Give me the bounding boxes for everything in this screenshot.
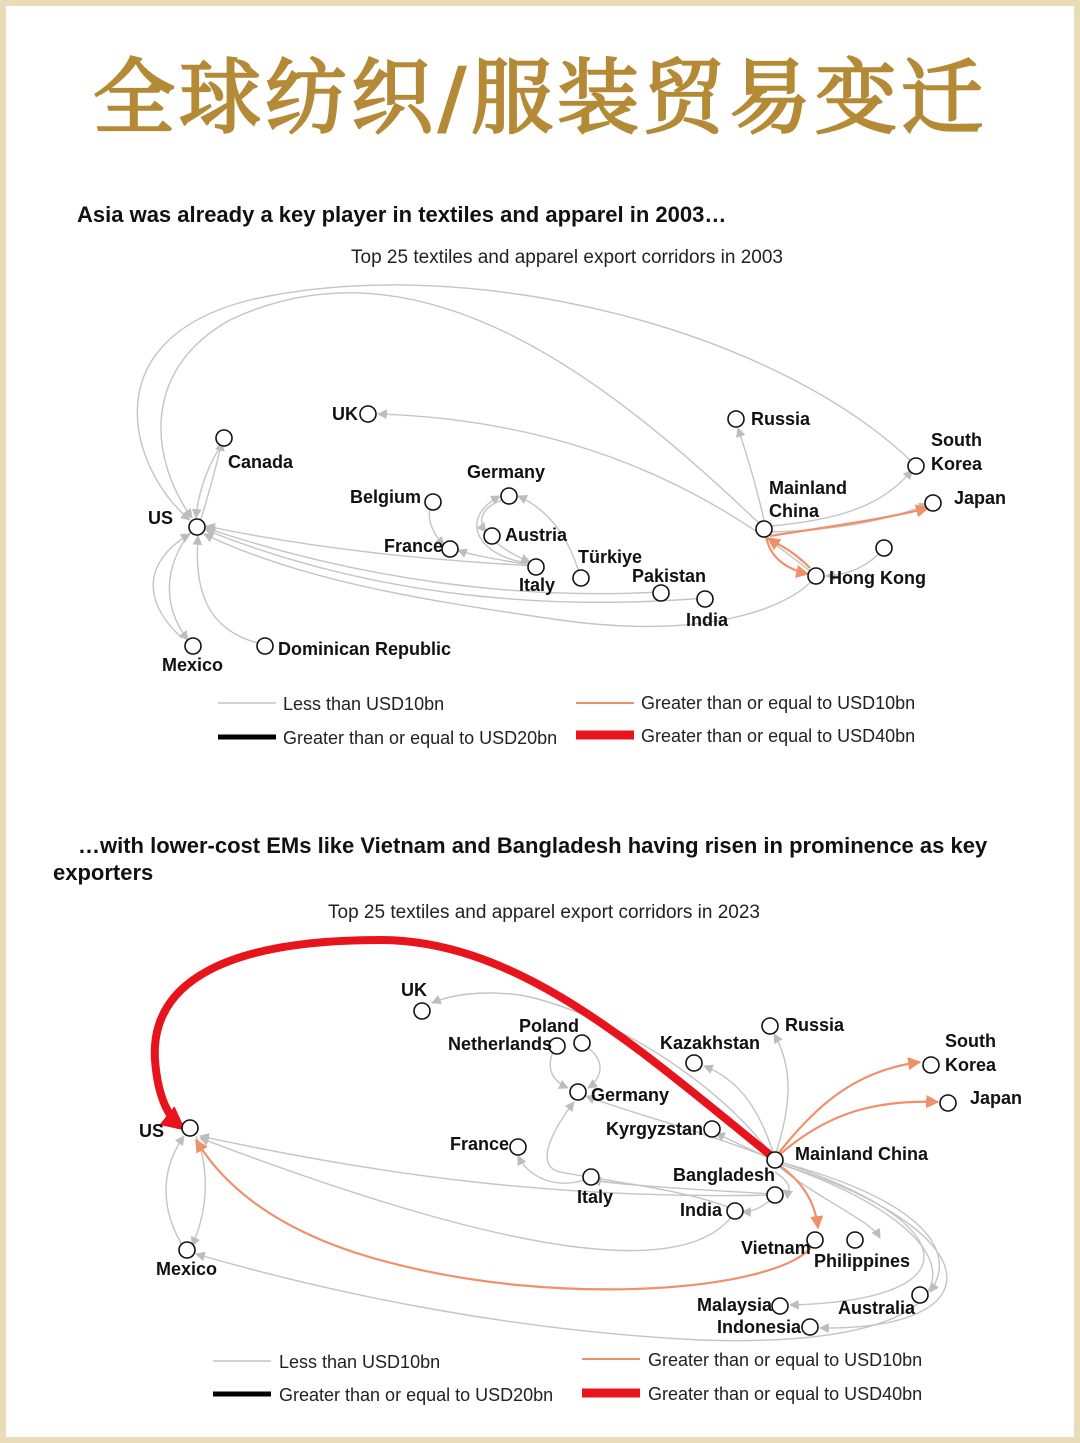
label-malaysia: Malaysia [697,1295,773,1315]
node-indonesia [802,1319,818,1335]
node-germany [570,1084,586,1100]
label-japan: Japan [954,488,1007,508]
node-unlabelled-2003 [876,540,892,556]
diagram-2023 [139,902,1022,1405]
corridor-china-us-upper [161,293,764,528]
label-dominican-republic: Dominican Republic [278,639,452,659]
node-japan [925,495,941,511]
node-mainland-china [756,521,772,537]
legend-ge20: Greater than or equal to USD20bn [283,728,558,748]
subtitle-2003: Top 25 textiles and apparel export corridors in 2003 [351,247,783,268]
label-uk: UK [401,980,427,1000]
legend-lt10: Less than USD10bn [279,1352,441,1372]
label-bangladesh: Bangladesh [673,1165,776,1185]
label-france: France [450,1134,510,1154]
label-china: China [769,501,820,521]
corridor-mexico-us [153,534,190,638]
node-south-korea [908,458,924,474]
legend-ge10: Greater than or equal to USD10bn [648,1350,923,1370]
legend-ge40: Greater than or equal to USD40bn [648,1384,923,1404]
label-netherlands: Netherlands [448,1034,553,1054]
node-italy [583,1169,599,1185]
node-mexico [179,1242,195,1258]
label-canada: Canada [228,452,294,472]
label-vietnam: Vietnam [741,1238,811,1258]
node-russia [728,411,744,427]
label-pakistan: Pakistan [632,566,707,586]
diagram-2003 [137,247,1006,748]
label-italy: Italy [577,1187,614,1207]
section-heading-2003: Asia was already a key player in textiles and apparel in 2003… [77,202,727,227]
label-russia: Russia [785,1015,845,1035]
node-russia [762,1018,778,1034]
label-kazakhstan: Kazakhstan [660,1033,761,1053]
node-south-korea [923,1057,939,1073]
node-turkiye [573,570,589,586]
legend-2023 [213,1350,922,1405]
corridor-dominican-us [197,536,262,644]
label-mainland: Mainland [769,478,848,498]
label-turkiye: Türkiye [578,547,643,567]
label-hong-kong: Hong Kong [829,568,926,588]
legend-ge40: Greater than or equal to USD40bn [641,726,916,746]
label-us: US [139,1121,165,1141]
subtitle-2023: Top 25 textiles and apparel export corridors in 2023 [328,902,760,923]
corridor-china-australia [780,1162,939,1292]
label-poland: Poland [519,1016,580,1036]
node-france [442,541,458,557]
node-belgium [425,494,441,510]
section-heading-2023: …with lower-cost EMs like Vietnam and Bangladesh having risen in prominence as key exporters [53,833,988,885]
label-indonesia: Indonesia [717,1317,802,1337]
node-hong-kong [808,568,824,584]
legend-ge20: Greater than or equal to USD20bn [279,1385,554,1405]
node-austria [484,528,500,544]
label-france: France [384,536,444,556]
legend-ge10: Greater than or equal to USD10bn [641,693,916,713]
page-title: 全球纺织/服装贸易变迁 [93,50,987,146]
label-korea: Korea [945,1055,997,1075]
label-russia: Russia [751,409,811,429]
label-south: South [945,1031,996,1051]
label-germany: Germany [591,1085,670,1105]
corridor-mexico-us [166,1136,184,1248]
legend-lt10: Less than USD10bn [283,694,445,714]
label-mexico: Mexico [162,655,224,675]
nodes-2023 [179,1003,956,1335]
label-south: South [931,430,982,450]
node-germany [501,488,517,504]
node-canada [216,430,232,446]
legend-2003 [218,693,915,748]
label-kyrgyzstan: Kyrgyzstan [606,1119,704,1139]
node-us [182,1120,198,1136]
label-austria: Austria [505,525,568,545]
label-us: US [148,508,174,528]
corridor-hongkong-china [768,538,810,568]
label-uk: UK [332,404,358,424]
corridor-china-russia [774,1034,788,1156]
node-poland [574,1035,590,1051]
node-philippines [847,1232,863,1248]
node-bangladesh [767,1187,783,1203]
node-uk [360,406,376,422]
label-mainland-china: Mainland China [795,1144,929,1164]
node-india [727,1203,743,1219]
node-uk [414,1003,430,1019]
label-korea: Korea [931,454,983,474]
label-mexico: Mexico [156,1259,218,1279]
corridor-germany-austria [482,500,502,532]
label-india: India [680,1200,723,1220]
node-italy [528,559,544,575]
label-india: India [686,610,729,630]
node-kazakhstan [686,1055,702,1071]
node-japan [940,1095,956,1111]
label-australia: Australia [838,1298,916,1318]
node-kyrgyzstan [704,1121,720,1137]
node-pakistan [653,585,669,601]
label-italy: Italy [519,575,556,595]
node-france [510,1139,526,1155]
node-us [189,519,205,535]
label-belgium: Belgium [350,487,422,507]
node-malaysia [772,1298,788,1314]
label-philippines: Philippines [814,1251,911,1271]
label-germany: Germany [467,462,546,482]
labels-2023 [139,980,1022,1337]
node-india [697,591,713,607]
label-japan: Japan [970,1088,1023,1108]
node-dominican-republic [257,638,273,654]
node-mexico [185,638,201,654]
